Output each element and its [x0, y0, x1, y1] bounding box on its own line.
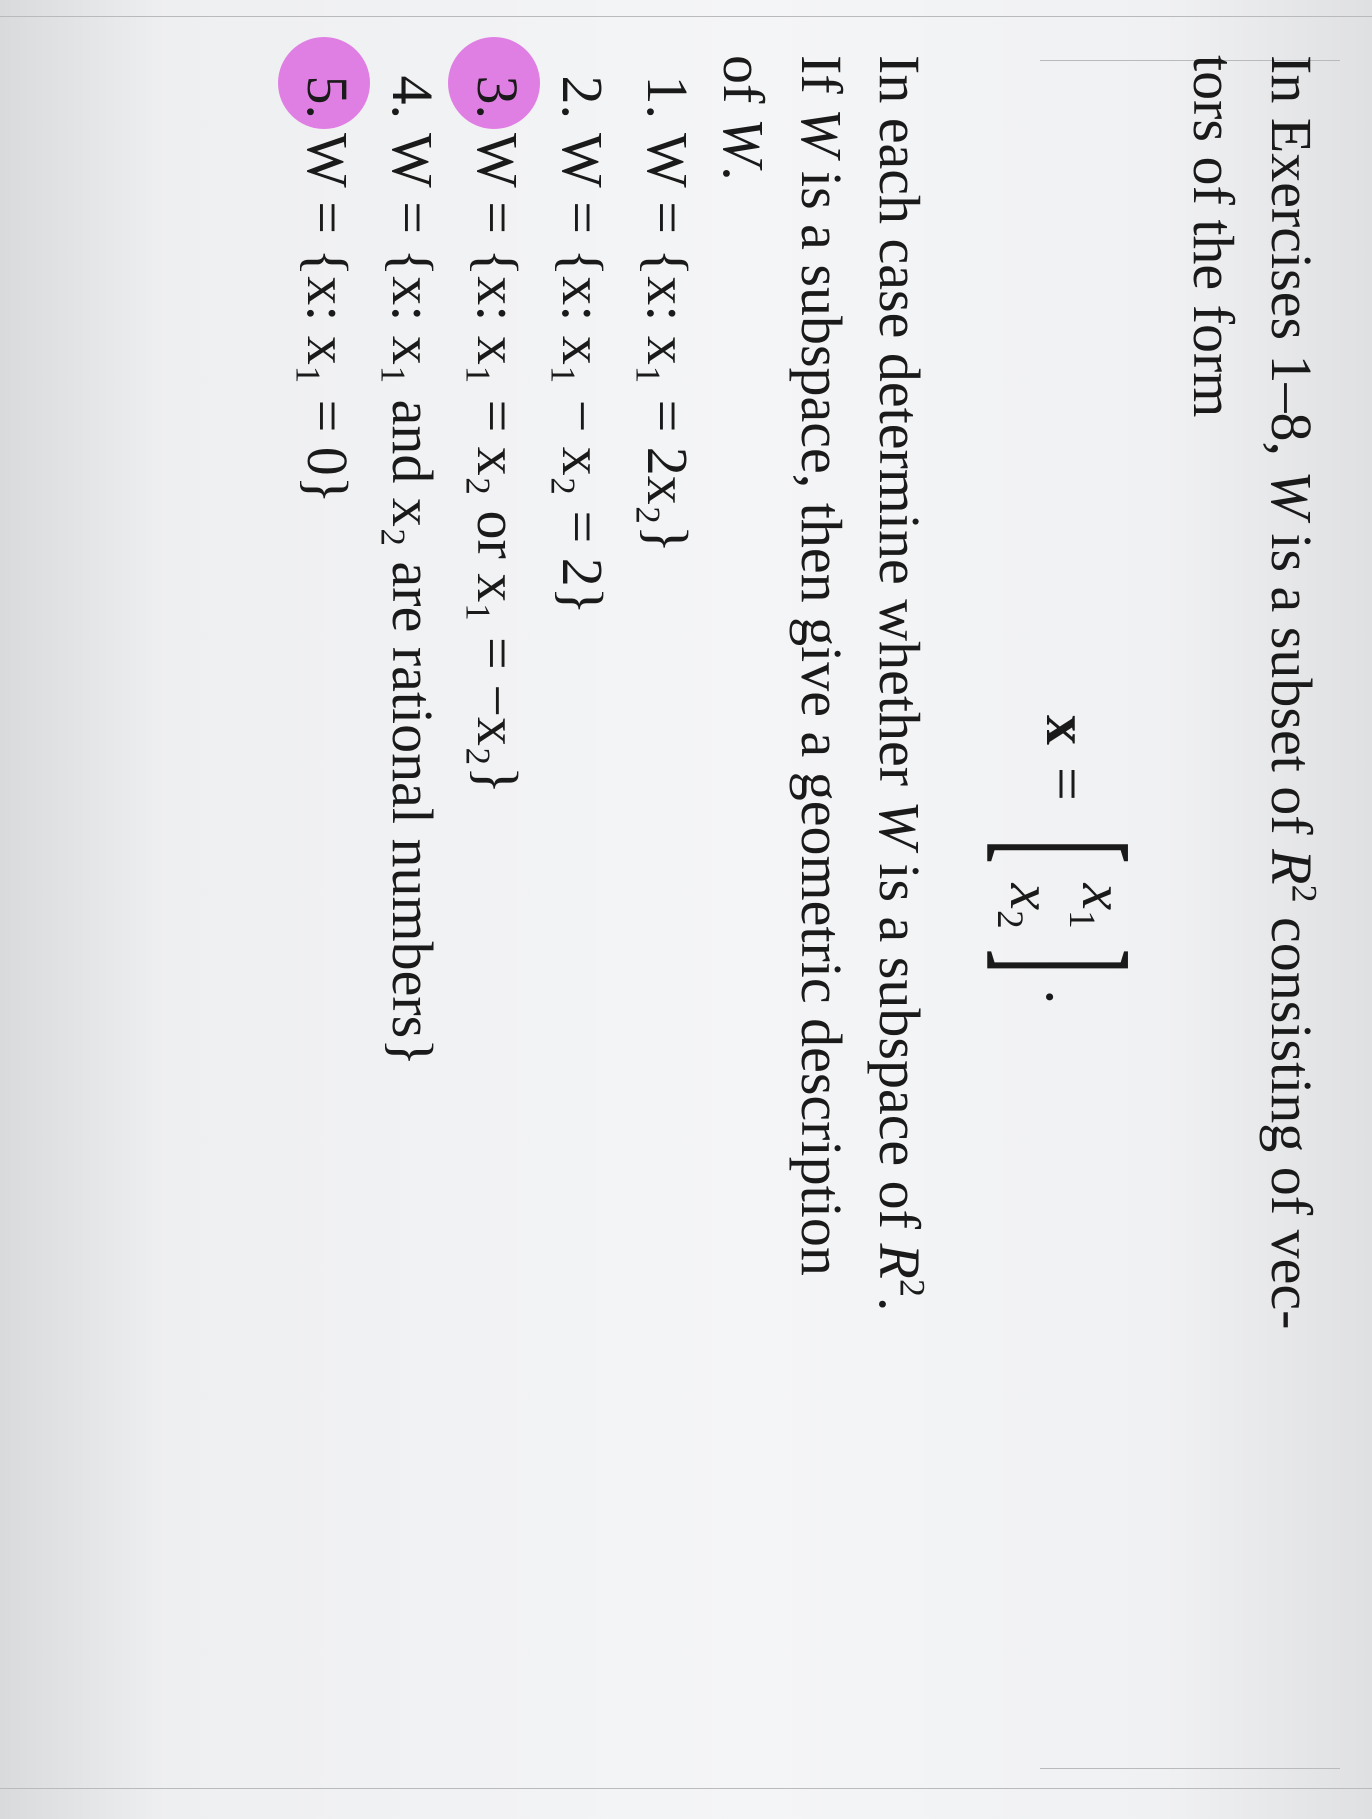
right-bracket: ] [973, 948, 1161, 974]
textbook-page [30, 55, 1330, 1775]
intro-text: consisting of vec- [1259, 902, 1324, 1330]
exercise-statement: W = {x: x₁ = 0} [295, 133, 360, 504]
vector-symbol: x [1034, 715, 1100, 745]
set-symbol-w: W [789, 108, 854, 157]
period: . [1034, 989, 1100, 1005]
exercise-list [285, 55, 710, 1066]
column-vector [989, 883, 1139, 929]
exercise-number: 2. [550, 75, 615, 119]
exercise-number: 1. [635, 75, 700, 119]
set-symbol-w: W [1259, 470, 1324, 519]
set-symbol-w: W [867, 800, 932, 849]
space-symbol-r: R [867, 1243, 932, 1279]
equals-sign: = [1034, 767, 1100, 801]
instruction-text: of [711, 55, 776, 118]
exercise-number: 5. [295, 75, 360, 119]
intro-text: In Exercises 1–8, [1259, 55, 1324, 471]
exercise-item [625, 55, 710, 1066]
instruction-text: In each case determine whether [867, 55, 932, 801]
intro-paragraph [1174, 55, 1330, 1745]
left-bracket: [ [973, 838, 1161, 864]
exercise-item [540, 55, 625, 1066]
exercise-statement: W = {x: x₁ = 2x₂} [635, 133, 700, 553]
instruction-text: . [867, 1296, 932, 1312]
vector-entry: $x_1$ [1061, 883, 1136, 929]
exercise-number: 3. [465, 75, 530, 119]
vector-definition [973, 715, 1161, 1005]
instruction-text: is a subspace, then give a geometric description [789, 156, 854, 1276]
exercise-statement: W = {x: x₁ − x₂ = 2} [550, 133, 615, 615]
exercise-item [370, 55, 455, 1066]
space-symbol-r: R [1259, 849, 1324, 885]
instruction-text: is a subspace of [867, 848, 932, 1244]
exercise-number: 4. [380, 75, 445, 119]
exercise-statement: W = {x: x₁ = x₂ or x₁ = −x₂} [465, 133, 530, 795]
instruction-text: If [789, 55, 854, 109]
vector-entry: $x_2$ [989, 883, 1064, 929]
exponent: 2 [1284, 884, 1325, 903]
exercise-item [285, 55, 370, 1066]
intro-text: tors of the form [1181, 55, 1246, 418]
top-edge-line [0, 16, 1372, 17]
instruction-text: . [711, 166, 776, 181]
intro-text: is a subset of [1259, 518, 1324, 850]
instruction-paragraph [704, 55, 938, 1745]
bottom-edge-line [0, 1788, 1372, 1789]
set-symbol-w: W [711, 117, 776, 167]
exponent: 2 [892, 1278, 933, 1297]
exercise-statement: W = {x: x₁ and x₂ are rational numbers} [380, 133, 445, 1067]
exercise-item [455, 55, 540, 1066]
